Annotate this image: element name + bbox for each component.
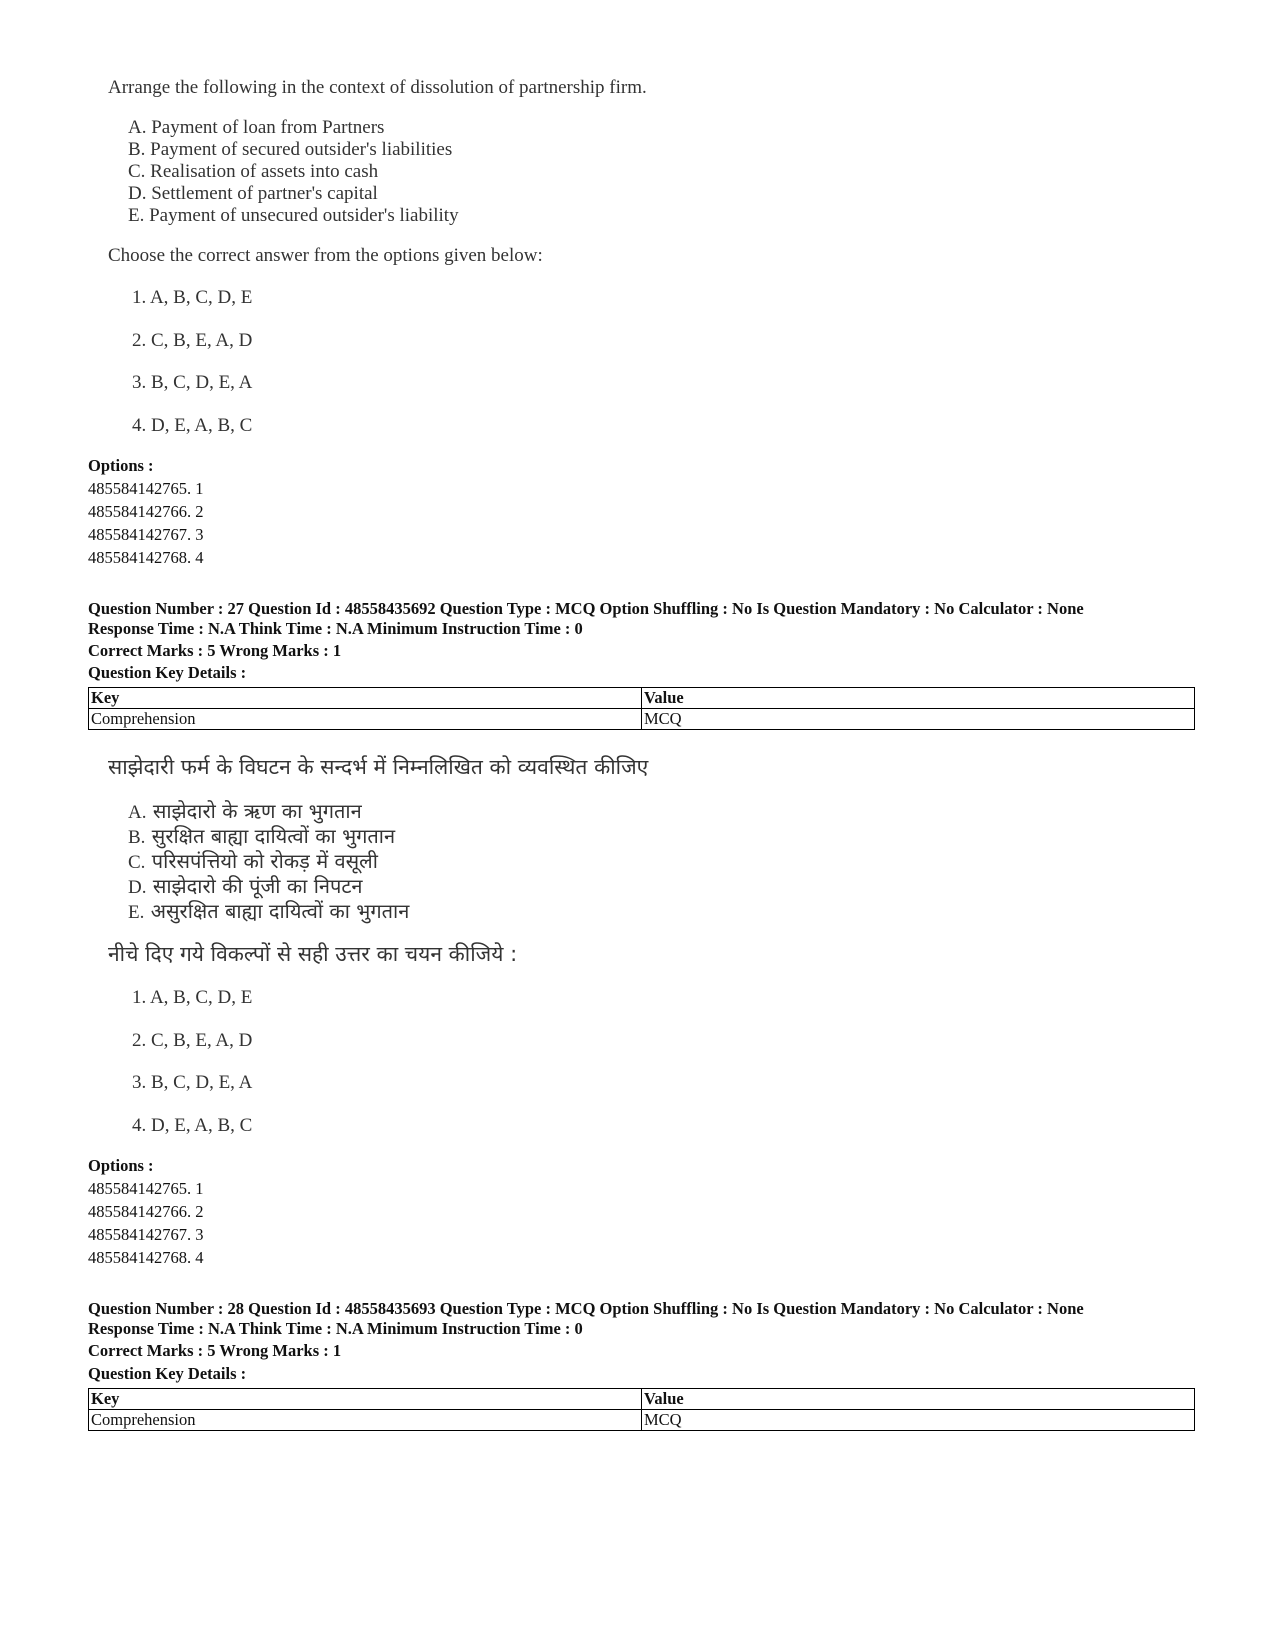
question-28-key-details-label: Question Key Details : xyxy=(88,1364,247,1383)
option-id-3: 485584142767. 3 xyxy=(88,1225,204,1244)
english-item-c: C. Realisation of assets into cash xyxy=(128,161,379,182)
hindi-item-b xyxy=(128,822,395,849)
hindi-item-a xyxy=(128,797,362,824)
option-id-2: 485584142766. 2 xyxy=(88,1202,204,1221)
table-header-row xyxy=(89,1389,1195,1410)
hindi-item-label: A. xyxy=(128,802,147,823)
hindi-choice-3: 3. B, C, D, E, A xyxy=(132,1072,253,1093)
hindi-choice-4: 4. D, E, A, B, C xyxy=(132,1115,253,1136)
hindi-item-text: साझेदारो के ऋण का भुगतान xyxy=(152,799,362,823)
hindi-question-prompt: साझेदारी फर्म के विघटन के सन्दर्भ में निम्नलिखित को व्यवस्थित कीजिए xyxy=(108,755,649,779)
english-choice-2: 2. C, B, E, A, D xyxy=(132,330,253,351)
option-id-1: 485584142765. 1 xyxy=(88,1179,204,1198)
hindi-instruction: नीचे दिए गये विकल्पों से सही उत्तर का चयन कीजिये : xyxy=(108,942,518,966)
hindi-item-c xyxy=(128,847,378,874)
hindi-item-label: C. xyxy=(128,852,146,873)
table-cell-key: Comprehension xyxy=(89,709,642,730)
english-item-b: B. Payment of secured outsider's liabilities xyxy=(128,139,453,160)
hindi-item-label: E. xyxy=(128,902,145,923)
option-id-4: 485584142768. 4 xyxy=(88,1248,204,1267)
hindi-item-label: D. xyxy=(128,877,147,898)
hindi-choice-2: 2. C, B, E, A, D xyxy=(132,1030,253,1051)
option-id-1: 485584142765. 1 xyxy=(88,479,204,498)
question-27-line1: Question Number : 27 Question Id : 48558435692 Question Type : MCQ Option Shuffling : No Is Question Mandatory : No Calculator : None xyxy=(88,599,1084,618)
table-header-value: Value xyxy=(642,1389,1195,1410)
table-cell-value: MCQ xyxy=(642,1410,1195,1431)
question-27-key-details-label: Question Key Details : xyxy=(88,663,247,682)
english-item-e: E. Payment of unsecured outsider's liability xyxy=(128,205,459,226)
table-cell-key: Comprehension xyxy=(89,1410,642,1431)
hindi-item-e xyxy=(128,897,409,924)
question-27-key-table xyxy=(88,687,1195,730)
english-choice-1: 1. A, B, C, D, E xyxy=(132,287,253,308)
option-id-4: 485584142768. 4 xyxy=(88,548,204,567)
table-header-key: Key xyxy=(89,1389,642,1410)
question-27-marks: Correct Marks : 5 Wrong Marks : 1 xyxy=(88,641,342,660)
english-item-a: A. Payment of loan from Partners xyxy=(128,117,385,138)
table-header-key: Key xyxy=(89,688,642,709)
table-header-value: Value xyxy=(642,688,1195,709)
question-28-key-table xyxy=(88,1388,1195,1431)
hindi-item-d xyxy=(128,872,363,899)
options-label: Options : xyxy=(88,1156,154,1175)
options-label: Options : xyxy=(88,456,154,475)
question-28-line2: Response Time : N.A Think Time : N.A Minimum Instruction Time : 0 xyxy=(88,1319,583,1338)
english-choice-3: 3. B, C, D, E, A xyxy=(132,372,253,393)
english-instruction: Choose the correct answer from the options given below: xyxy=(108,245,543,266)
hindi-item-label: B. xyxy=(128,827,146,848)
english-item-d: D. Settlement of partner's capital xyxy=(128,183,378,204)
question-28-line1: Question Number : 28 Question Id : 48558435693 Question Type : MCQ Option Shuffling : No Is Question Mandatory : No Calculator : None xyxy=(88,1299,1084,1318)
english-question-prompt: Arrange the following in the context of dissolution of partnership firm. xyxy=(108,77,647,98)
hindi-choice-1: 1. A, B, C, D, E xyxy=(132,987,253,1008)
option-id-3: 485584142767. 3 xyxy=(88,525,204,544)
option-id-2: 485584142766. 2 xyxy=(88,502,204,521)
hindi-item-text: परिसपंत्तियो को रोकड़ में वसूली xyxy=(151,849,378,873)
table-row xyxy=(89,1410,1195,1431)
table-row xyxy=(89,709,1195,730)
english-choice-4: 4. D, E, A, B, C xyxy=(132,415,253,436)
hindi-item-text: साझेदारो की पूंजी का निपटन xyxy=(152,874,363,898)
question-27-line2: Response Time : N.A Think Time : N.A Minimum Instruction Time : 0 xyxy=(88,619,583,638)
hindi-item-text: असुरक्षित बाह्या दायित्वों का भुगतान xyxy=(150,899,410,923)
table-header-row xyxy=(89,688,1195,709)
table-cell-value: MCQ xyxy=(642,709,1195,730)
hindi-item-text: सुरक्षित बाह्या दायित्वों का भुगतान xyxy=(151,824,396,848)
question-28-marks: Correct Marks : 5 Wrong Marks : 1 xyxy=(88,1341,342,1360)
